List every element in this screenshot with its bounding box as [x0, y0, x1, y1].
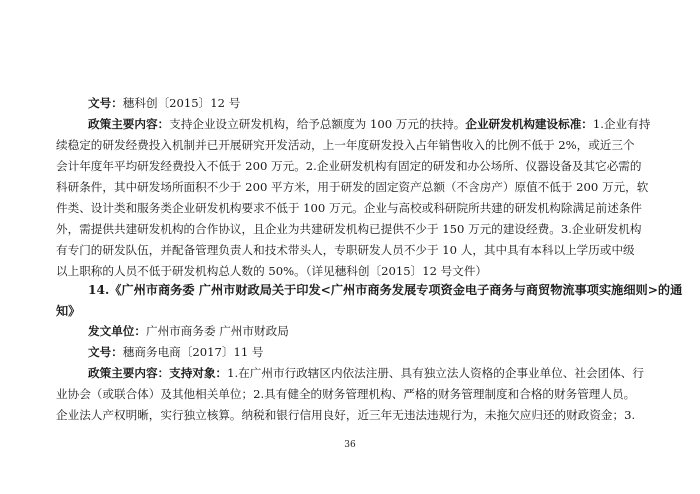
policy-text: 支持企业设立研发机构，给予总额度为 100 万元的扶持。 — [169, 117, 466, 131]
issuer-line — [88, 324, 289, 338]
doc-number-value: 穗商务电商〔2017〕11 号 — [122, 345, 264, 359]
standard-label: 企业研发机构建设标准： — [465, 117, 593, 131]
policy-line-4: 科研条件，其中研发场所面积不少于 200 平方米，用于研发的固定资产总额（不含房产）原值不低于 200 万元，软 — [56, 180, 649, 194]
doc-number-line — [88, 96, 240, 110]
policy-line-3: 会计年度年平均研发经费投入不低于 200 万元。2.企业研发机构有固定的研发和办公场所、仪器设备及其它必需的 — [56, 159, 642, 173]
section-title-line-1: 14.《广州市商务委 广州市财政局关于印发<广州市商务发展专项资金电子商务与商贸物流事项实施细则>的通 — [88, 283, 683, 297]
policy-line-1 — [88, 117, 650, 131]
policy-text: 1.企业有持 — [592, 117, 651, 131]
policy-line-6: 外，需提供共建研发机构的合作协议，且企业为共建研发机构已提供不少于 150 万元的建设经费。3.企业研发机构 — [56, 222, 642, 236]
doc-number-label: 文号： — [88, 96, 123, 110]
page-number: 36 — [344, 440, 356, 450]
doc-number-value: 穗科创〔2015〕12 号 — [122, 96, 241, 110]
policy-line-5: 件类、设计类和服务类企业研发机构要求不低于 100 万元。企业与高校或科研院所共建的研发机构除满足前述条件 — [56, 201, 643, 215]
issuer-value: 广州市商务委 广州市财政局 — [145, 324, 289, 338]
policy2-line-1 — [88, 366, 644, 380]
section-title-line-2: 知》 — [56, 304, 81, 318]
policy-line-8: 以上职称的人员不低于研发机构总人数的 50%。（详见穗科创〔2015〕12 号文件） — [56, 264, 488, 278]
issuer-label: 发文单位： — [88, 324, 146, 338]
policy-line-2: 续稳定的研发经费投入机制并已开展研究开发活动，上一年度研发投入占年销售收入的比例不低于 2%，或近三个 — [56, 138, 635, 152]
doc-number-label: 文号： — [88, 345, 123, 359]
doc-number-line-2 — [88, 345, 264, 359]
policy-text: 1.在广州市行政辖区内依法注册、具有独立法人资格的企事业单位、社会团体、行 — [227, 366, 644, 380]
policy-label: 政策主要内容： — [88, 117, 170, 131]
policy2-line-2: 业协会（或联合体）及其他相关单位；2.具有健全的财务管理机构、严格的财务管理制度和合格的财务管理人员。 — [56, 387, 636, 401]
policy-label: 政策主要内容：支持对象： — [88, 366, 228, 380]
policy-line-7: 有专门的研发队伍，并配备管理负责人和技术带头人，专职研发人员不少于 10 人，其中具有本科以上学历或中级 — [56, 243, 635, 257]
policy2-line-3: 企业法人产权明晰，实行独立核算。纳税和银行信用良好，近三年无违法违规行为，未拖欠应归还的财政资金；3. — [56, 408, 636, 422]
